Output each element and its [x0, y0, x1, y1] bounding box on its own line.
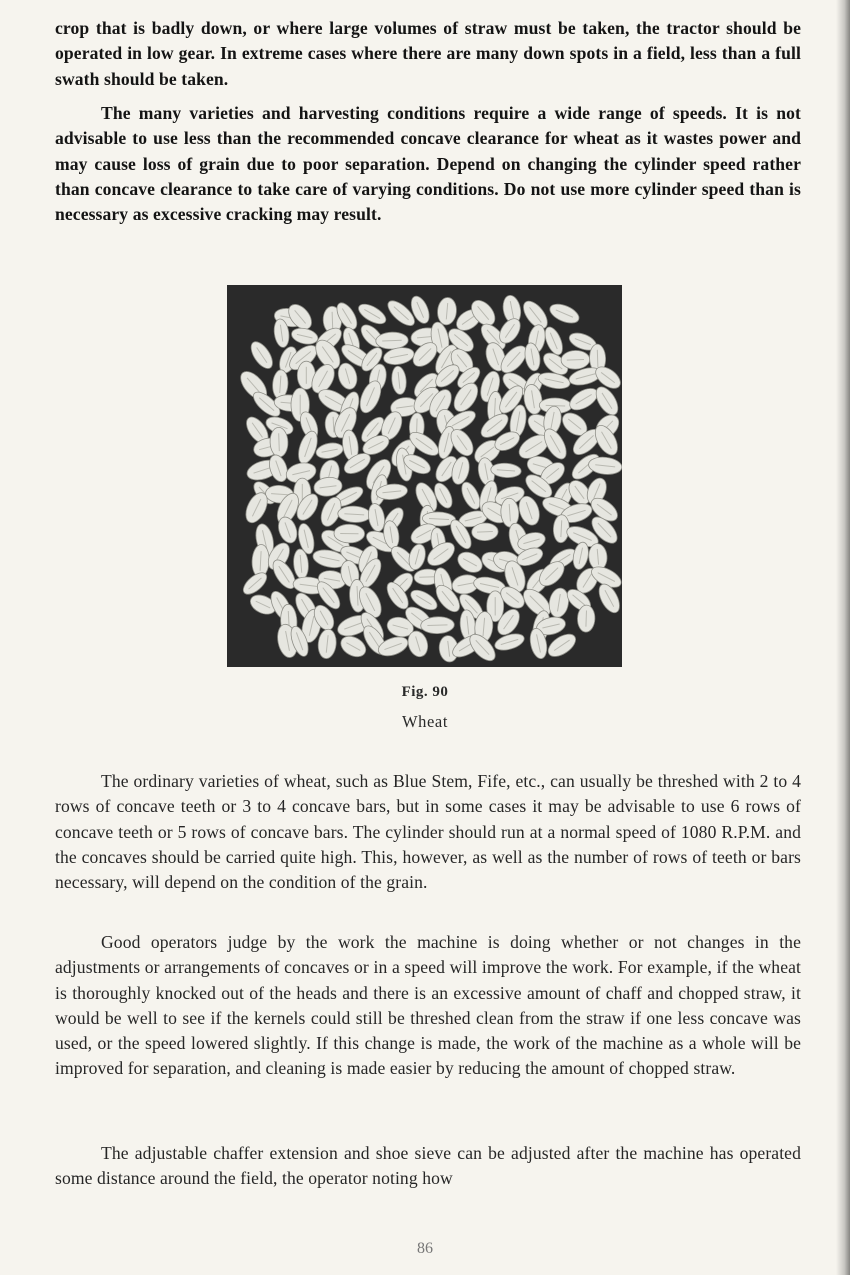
page-edge-shadow	[836, 0, 850, 1275]
wheat-kernels-image	[227, 285, 622, 667]
wheat-kernel-crease	[546, 405, 565, 406]
wheat-kernel-crease	[279, 433, 280, 451]
paragraph-chaffer-extension: The adjustable chaffer extension and shoe sieve can be adjusted after the machine has operated some distance around the field, the operator noting how	[55, 1143, 801, 1189]
paragraph-low-gear: crop that is badly down, or where large volumes of straw must be taken, the tractor should be operated in low gear. In extreme cases where there are many down spots in a field, less than a full swath should be taken.	[55, 18, 801, 89]
wheat-kernel-crease	[332, 312, 333, 328]
page-number: 86	[417, 1240, 433, 1257]
figure-caption: Wheat	[401, 712, 449, 731]
wheat-kernel-crease	[419, 577, 435, 578]
wheat-kernel-crease	[586, 611, 587, 627]
wheat-kernel-crease	[567, 359, 584, 360]
wheat-kernel-crease	[477, 532, 493, 533]
figure-number: Fig. 90	[401, 684, 449, 700]
paragraph-operators: Good operators judge by the work the machine is doing whether or not changes in the adjustments or arrangements of concaves or in a speed will improve the work. For example, if the wheat is thoroughly knocked out of the heads and there is an excessive amount of chaff and chopped straw, it would be well to see if the kernels could still be threshed clean from the straw if one less concave was used, or the speed lowered slightly. If this change is made, the work of the machine as a whole will be improved for separation, and cleaning is made easier by reducing the amount of chopped straw.	[55, 932, 801, 1079]
paragraph-speeds: The many varieties and harvesting conditions require a wide range of speeds. It is not advisable to use less than the recommended concave clearance for wheat as it wastes power and may cause loss of grain due to poor separation. Depend on changing the cylinder speed rather than concave clearance to take care of varying conditions. Do not use more cylinder speed than is necessary as excessive cracking may result.	[55, 103, 801, 225]
wheat-kernel-crease	[597, 350, 598, 367]
wheat-kernel-crease	[427, 625, 447, 626]
wheat-kernel-crease	[382, 340, 401, 341]
paragraph-wheat-varieties: The ordinary varieties of wheat, such as Blue Stem, Fife, etc., can usually be threshed with 2 to 4 rows of concave teeth or 3 to 4 concave bars, but in some cases it may be advisable to use 6 rows of concave teeth or 5 rows of concave bars. The cylinder should run at a normal speed of 1080 R.P.M. and the concaves should be carried quite high. This, however, as well as the number of rows of teeth or bars necessary, will depend on the condition of the grain.	[55, 771, 801, 893]
wheat-kernels-photo	[227, 285, 622, 667]
